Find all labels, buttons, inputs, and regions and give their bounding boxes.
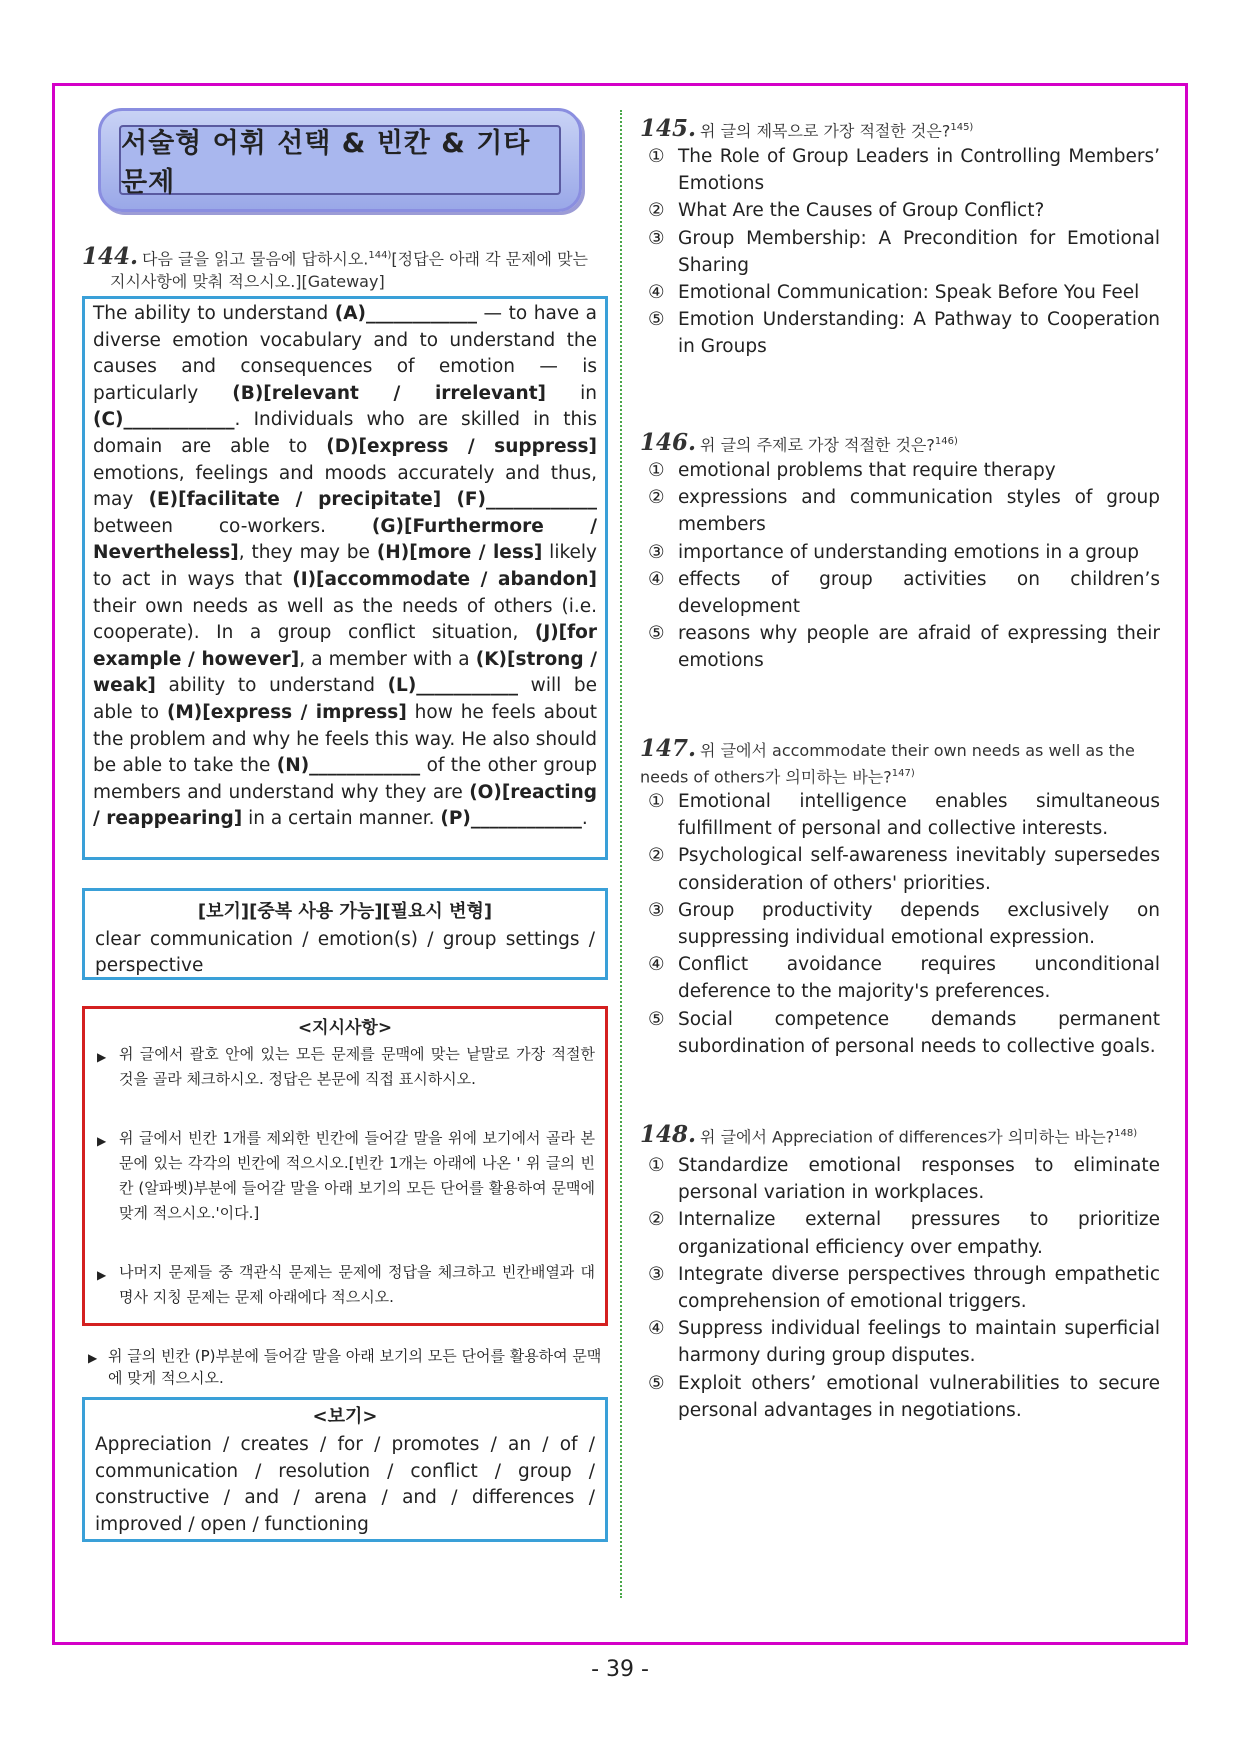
passage-seg: — to have a diverse emotion vocabulary and to understand the causes and consequences of emotion — is particularly bbox=[93, 303, 597, 404]
instruction-text: 위 글에서 괄호 안에 있는 모든 문제를 문맥에 맞는 낱말로 가장 적절한 것을 골라 체크하시오. 정답은 본문에 직접 표시하시오. bbox=[119, 1045, 595, 1088]
option-text: Integrate diverse perspectives through empathetic comprehension of emotional triggers. bbox=[678, 1263, 1160, 1313]
option-text: importance of understanding emotions in a group bbox=[678, 541, 1140, 563]
option-text: Group Membership: A Precondition for Emotional Sharing bbox=[678, 227, 1160, 276]
bullet-triangle-icon: ▶ bbox=[97, 1050, 107, 1064]
section-title: 서술형 어휘 선택 & 빈칸 & 기타 문제 bbox=[119, 125, 561, 195]
q145-header bbox=[640, 116, 1160, 142]
option-number: ① bbox=[648, 791, 665, 812]
passage-seg: ability to understand bbox=[155, 675, 388, 697]
q148-option[interactable] bbox=[640, 1370, 1160, 1424]
q144-line2: 지시사항에 맞춰 적으시오.][Gateway] bbox=[110, 272, 385, 292]
q146-option[interactable] bbox=[640, 539, 1160, 566]
q145-option[interactable] bbox=[640, 279, 1160, 306]
word-bank-2-title: <보기> bbox=[312, 1406, 378, 1427]
option-text: The Role of Group Leaders in Controlling Members’ Emotions bbox=[678, 146, 1160, 195]
option-number: ③ bbox=[648, 227, 665, 249]
passage-text bbox=[85, 299, 605, 835]
q147-option[interactable] bbox=[640, 1006, 1160, 1060]
q145-options bbox=[640, 143, 1160, 361]
q148-header bbox=[640, 1122, 1160, 1148]
passage-seg: . Individuals who are skilled in this domain are able to bbox=[93, 409, 597, 457]
option-number: ⑤ bbox=[648, 309, 665, 331]
option-text: Emotional Communication: Speak Before You Feel bbox=[678, 282, 1140, 304]
q147-option[interactable] bbox=[640, 842, 1160, 896]
choice-K[interactable]: (K)[strong / weak] bbox=[93, 648, 598, 697]
note-text: 위 글의 빈칸 (P)부분에 들어갈 말을 아래 보기의 모든 단어를 활용하여 문맥에 맞게 적으시오. bbox=[108, 1347, 602, 1387]
passage-seg: between co-workers. bbox=[93, 515, 372, 537]
option-number: ④ bbox=[648, 1318, 665, 1340]
choice-H[interactable]: (H)[more / less] bbox=[376, 542, 543, 564]
blank-p-note bbox=[82, 1345, 608, 1389]
option-number: ③ bbox=[648, 541, 665, 563]
q148-option[interactable] bbox=[640, 1152, 1160, 1206]
passage-seg: will be able to bbox=[93, 675, 597, 723]
option-number: ① bbox=[648, 460, 665, 481]
section-title-badge bbox=[98, 108, 582, 212]
passage-seg: . bbox=[581, 808, 588, 830]
instruction-text: 위 글에서 빈칸 1개를 제외한 빈칸에 들어갈 말을 위에 보기에서 골라 본문에 있는 각각의 빈칸에 적으시오.[빈칸 1개는 아래에 나온 ' 위 글의 빈칸 (알파벳)부분에 들어갈 말을 아래 보기의 모든 단어를 활용하여 문맥에 맞게 적으시오.'이다.] bbox=[119, 1129, 595, 1222]
option-text: Social competence demands permanent subordination of personal needs to collective goals. bbox=[678, 1008, 1160, 1057]
choice-B[interactable]: (B)[relevant / irrelevant] bbox=[232, 382, 546, 404]
q146-number: 146. bbox=[640, 429, 697, 457]
blank-C[interactable]: (C)____________ bbox=[93, 409, 235, 431]
bullet-triangle-icon: ▶ bbox=[88, 1351, 98, 1365]
passage-seg: their own needs as well as the needs of others (i.e. cooperate). In a group conflict situation, bbox=[93, 595, 597, 644]
blank-F[interactable]: (F)____________ bbox=[456, 489, 597, 511]
option-number: ① bbox=[648, 1155, 665, 1176]
q148-options bbox=[640, 1152, 1160, 1424]
q144-header bbox=[82, 244, 608, 293]
option-text: effects of group activities on children’s development bbox=[678, 568, 1160, 618]
q148-option[interactable] bbox=[640, 1261, 1160, 1315]
option-text: Standardize emotional responses to eliminate personal variation in workplaces. bbox=[678, 1155, 1160, 1204]
q145-stem: 위 글의 제목으로 가장 적절한 것은? bbox=[700, 121, 951, 141]
q146-options bbox=[640, 457, 1160, 675]
choice-O[interactable]: (O)[reacting / reappearing] bbox=[93, 781, 597, 830]
option-number: ④ bbox=[648, 282, 665, 304]
word-bank-2-box bbox=[82, 1397, 608, 1542]
passage-seg: how he feels about the problem and why he feels this way. He also should be able to take the bbox=[93, 701, 598, 777]
passage-seg: , they may be bbox=[238, 542, 377, 564]
passage-box bbox=[82, 296, 608, 860]
q146-option[interactable] bbox=[640, 457, 1160, 484]
option-text: Suppress individual feelings to maintain superficial harmony during group disputes. bbox=[678, 1318, 1160, 1367]
option-text: expressions and communication styles of group members bbox=[678, 487, 1160, 536]
bullet-triangle-icon: ▶ bbox=[97, 1268, 107, 1282]
option-number: ① bbox=[648, 146, 665, 167]
blank-A[interactable]: (A)____________ bbox=[334, 303, 477, 324]
passage-seg: in bbox=[546, 382, 597, 404]
choice-G[interactable]: (G)[Furthermore / Nevertheless] bbox=[93, 515, 597, 564]
instruction-item bbox=[85, 1042, 605, 1092]
q147-options bbox=[640, 788, 1160, 1060]
option-number: ③ bbox=[648, 1263, 665, 1285]
choice-M[interactable]: (M)[express / impress] bbox=[166, 701, 407, 723]
q145-number: 145. bbox=[640, 115, 697, 143]
q147-header bbox=[640, 737, 1160, 788]
q148-option[interactable] bbox=[640, 1315, 1160, 1369]
word-bank-box bbox=[82, 888, 608, 980]
option-text: reasons why people are afraid of expressing their emotions bbox=[678, 623, 1160, 672]
choice-E[interactable]: (E)[facilitate / precipitate] bbox=[148, 489, 442, 511]
word-bank-2-body: Appreciation / creates / for / promotes / an / of / communication / resolution / conflict / group / constructive / and / arena / and / differences / improved / open / functioning bbox=[95, 1434, 595, 1535]
option-number: ② bbox=[648, 200, 665, 222]
q144-line1: 다음 글을 읽고 물음에 답하시오. bbox=[142, 249, 369, 269]
word-bank-title: [보기][중복 사용 가능][필요시 변형] bbox=[197, 901, 493, 922]
q148-stem: 위 글에서 Appreciation of differences가 의미하는 바는? bbox=[700, 1127, 1115, 1147]
option-number: ② bbox=[648, 845, 665, 867]
word-bank-body: clear communication / emotion(s) / group settings / perspective bbox=[95, 929, 595, 976]
instruction-item bbox=[85, 1126, 605, 1226]
column-divider bbox=[620, 110, 622, 1598]
q146-stem: 위 글의 주제로 가장 적절한 것은? bbox=[700, 435, 935, 455]
option-text: emotional problems that require therapy bbox=[678, 460, 1056, 481]
blank-P[interactable]: (P)____________ bbox=[440, 808, 582, 830]
option-number: ④ bbox=[648, 954, 665, 976]
q145-option[interactable] bbox=[640, 306, 1160, 360]
option-text: Emotion Understanding: A Pathway to Cooperation in Groups bbox=[678, 309, 1160, 358]
choice-D[interactable]: (D)[express / suppress] bbox=[326, 435, 597, 457]
bullet-triangle-icon: ▶ bbox=[97, 1134, 107, 1148]
option-text: Exploit others’ emotional vulnerabilities to secure personal advantages in negotiations. bbox=[678, 1372, 1160, 1421]
passage-seg: The ability to understand bbox=[93, 303, 335, 324]
instruction-text: 나머지 문제들 중 객관식 문제는 문제에 정답을 체크하고 빈칸배열과 대명사 지칭 문제는 문제 아래에다 적으시오. bbox=[119, 1263, 595, 1306]
passage-seg: of the other group members and understand why they are bbox=[93, 755, 598, 803]
blank-N[interactable]: (N)____________ bbox=[276, 755, 421, 777]
option-number: ⑤ bbox=[648, 1008, 665, 1030]
q147-option[interactable] bbox=[640, 788, 1160, 842]
q146-sup: 146) bbox=[934, 436, 958, 447]
q145-option[interactable] bbox=[640, 197, 1160, 224]
option-text: Internalize external pressures to prioritize organizational efficiency over empathy. bbox=[678, 1209, 1160, 1258]
q147-option[interactable] bbox=[640, 951, 1160, 1005]
q147-option[interactable] bbox=[640, 897, 1160, 951]
option-text: Group productivity depends exclusively on suppressing individual emotional expression. bbox=[678, 899, 1160, 949]
q146-option[interactable] bbox=[640, 484, 1160, 538]
blank-L[interactable]: (L)___________ bbox=[387, 675, 519, 697]
instructions-title: <지시사항> bbox=[297, 1018, 393, 1038]
option-number: ⑤ bbox=[648, 1372, 665, 1394]
instructions-box bbox=[82, 1006, 608, 1326]
q144-number: 144. bbox=[82, 243, 139, 271]
option-text: Conflict avoidance requires unconditional deference to the majority's preferences. bbox=[678, 954, 1160, 1003]
q146-option[interactable] bbox=[640, 620, 1160, 674]
option-number: ② bbox=[648, 1209, 665, 1231]
q146-header bbox=[640, 430, 1160, 456]
passage-seg bbox=[441, 489, 456, 510]
q144-sup: 144) bbox=[368, 250, 392, 261]
page-number: - 39 - bbox=[591, 1657, 649, 1682]
q145-sup: 145) bbox=[950, 122, 974, 133]
q148-sup: 148) bbox=[1114, 1128, 1138, 1139]
q148-option[interactable] bbox=[640, 1206, 1160, 1260]
option-number: ⑤ bbox=[648, 623, 665, 645]
choice-J[interactable]: (J)[for example / however] bbox=[93, 622, 597, 670]
q146-option[interactable] bbox=[640, 566, 1160, 620]
option-text: What Are the Causes of Group Conflict? bbox=[678, 200, 1045, 222]
passage-seg: , a member with a bbox=[299, 648, 476, 670]
choice-I[interactable]: (I)[accommodate / abandon] bbox=[292, 568, 597, 590]
q144-line1b: [정답은 아래 각 문제에 맞는 bbox=[391, 249, 588, 269]
option-text: Psychological self-awareness inevitably supersedes consideration of others' priorities. bbox=[678, 845, 1160, 894]
passage-seg: likely to act in ways that bbox=[93, 542, 597, 590]
option-text: Emotional intelligence enables simultaneous fulfillment of personal and collective interests. bbox=[678, 791, 1160, 840]
q147-sup: 147) bbox=[891, 768, 915, 779]
option-number: ④ bbox=[648, 568, 665, 590]
instruction-item bbox=[85, 1260, 605, 1310]
q147-stem: 위 글에서 accommodate their own needs as well as the needs of others가 의미하는 바는? bbox=[640, 741, 1135, 787]
q148-number: 148. bbox=[640, 1121, 697, 1149]
option-number: ③ bbox=[648, 899, 665, 921]
q147-number: 147. bbox=[640, 735, 697, 762]
passage-seg: in a certain manner. bbox=[242, 808, 441, 830]
passage-seg: emotions, feelings and moods accurately and thus, may bbox=[93, 462, 597, 511]
q145-option[interactable] bbox=[640, 143, 1160, 197]
option-number: ② bbox=[648, 487, 665, 509]
q145-option[interactable] bbox=[640, 225, 1160, 279]
